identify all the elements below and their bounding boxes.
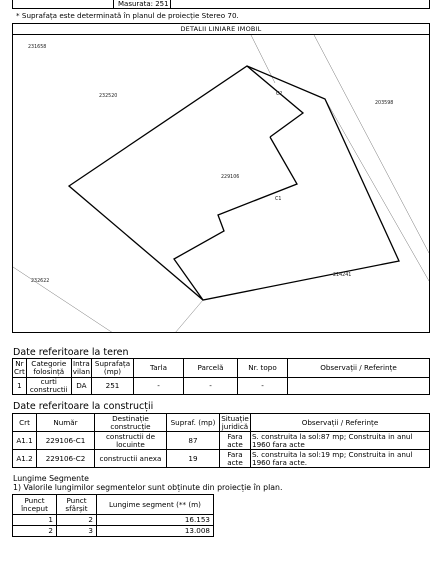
building-c2 bbox=[247, 66, 303, 137]
top-summary-box bbox=[12, 0, 430, 9]
constructii-title: Date referitoare la construcții bbox=[13, 401, 154, 412]
table-cell: 2 bbox=[13, 526, 57, 537]
table-cell: 1 bbox=[13, 515, 57, 526]
table-cell: 3 bbox=[57, 526, 97, 537]
table-cell: 19 bbox=[167, 450, 220, 468]
col-header: Număr bbox=[37, 414, 95, 432]
table-cell: - bbox=[238, 378, 288, 395]
neighbor-line bbox=[175, 300, 203, 332]
col-header: Punct început bbox=[13, 495, 57, 515]
teren-table bbox=[12, 358, 430, 395]
col-header: Nr. topo bbox=[238, 359, 288, 378]
label-n-bottom-left: 232622 bbox=[31, 279, 50, 284]
masurata-cell: Masurata: 251 bbox=[113, 0, 171, 9]
table-cell: constructii anexa bbox=[95, 450, 167, 468]
table-cell: 13.008 bbox=[97, 526, 214, 537]
table-row bbox=[13, 515, 214, 526]
table-cell: S. construita la sol:19 mp; Construita in anul 1960 fara acte. bbox=[251, 450, 430, 468]
neighbor-line bbox=[313, 35, 429, 253]
col-header: Observații / Referințe bbox=[251, 414, 430, 432]
col-header: Parcelă bbox=[184, 359, 238, 378]
parcel-outline bbox=[69, 66, 399, 300]
table-cell: - bbox=[134, 378, 184, 395]
parcel-map bbox=[13, 35, 429, 332]
segmente-table bbox=[12, 494, 214, 537]
col-header: Punct sfârșit bbox=[57, 495, 97, 515]
teren-header-row bbox=[13, 359, 430, 378]
table-cell bbox=[288, 378, 430, 395]
constructii-table bbox=[12, 413, 430, 468]
col-header: Supraf. (mp) bbox=[167, 414, 220, 432]
map-title: DETALII LINIARE IMOBIL bbox=[13, 24, 429, 35]
table-cell: 229106-C2 bbox=[37, 450, 95, 468]
table-row bbox=[13, 432, 430, 450]
table-row bbox=[13, 526, 214, 537]
label-c1: C1 bbox=[275, 197, 282, 202]
table-cell: curti constructii bbox=[26, 378, 71, 395]
segmente-title: Lungime Segmente bbox=[13, 474, 89, 483]
label-parcel: 229106 bbox=[221, 175, 240, 180]
table-cell: constructii de locuinte bbox=[95, 432, 167, 450]
label-c2: C2 bbox=[276, 92, 283, 97]
label-n-right: 203598 bbox=[375, 101, 394, 106]
table-cell: A1.1 bbox=[13, 432, 37, 450]
neighbor-line bbox=[13, 267, 113, 332]
label-n-bottom-right: 214241 bbox=[333, 273, 352, 278]
col-header: Observații / Referințe bbox=[288, 359, 430, 378]
teren-title: Date referitoare la teren bbox=[13, 347, 129, 358]
segmente-subtitle: 1) Valorile lungimilor segmentelor sunt obținute din proiecție în plan. bbox=[13, 483, 283, 492]
col-header: Suprafața (mp) bbox=[92, 359, 134, 378]
table-cell: - bbox=[184, 378, 238, 395]
col-header: Situație juridică bbox=[221, 413, 249, 431]
col-header: Destinație construcție bbox=[95, 414, 167, 432]
col-header: Nr Crt bbox=[14, 359, 25, 376]
building-c1 bbox=[174, 137, 297, 300]
segmente-header-row bbox=[13, 495, 214, 515]
table-cell: 229106-C1 bbox=[37, 432, 95, 450]
table-cell: Fara acte bbox=[220, 450, 251, 468]
table-cell: 251 bbox=[92, 378, 134, 395]
neighbor-line bbox=[325, 99, 429, 281]
col-header: Intra vilan bbox=[72, 359, 91, 376]
surface-note: * Suprafața este determinată în planul de proiecție Stereo 70. bbox=[16, 11, 239, 20]
table-cell: DA bbox=[71, 378, 91, 395]
label-n-top-left: 231658 bbox=[28, 45, 47, 50]
table-cell: Fara acte bbox=[220, 432, 251, 450]
map-panel bbox=[12, 23, 430, 333]
table-row bbox=[13, 378, 430, 395]
table-cell: 2 bbox=[57, 515, 97, 526]
table-cell: S. construita la sol:87 mp; Construita in anul 1960 fara acte bbox=[251, 432, 430, 450]
table-row bbox=[13, 450, 430, 468]
table-cell: A1.2 bbox=[13, 450, 37, 468]
col-header: Categorie folosință bbox=[26, 359, 71, 378]
col-header: Crt bbox=[13, 414, 37, 432]
table-cell: 1 bbox=[13, 378, 27, 395]
col-header: Tarla bbox=[134, 359, 184, 378]
table-cell: 87 bbox=[167, 432, 220, 450]
label-n-upper-left: 232520 bbox=[99, 94, 118, 99]
table-cell: 16.153 bbox=[97, 515, 214, 526]
col-header: Lungime segment (** (m) bbox=[97, 495, 214, 515]
constructii-header-row bbox=[13, 414, 430, 432]
